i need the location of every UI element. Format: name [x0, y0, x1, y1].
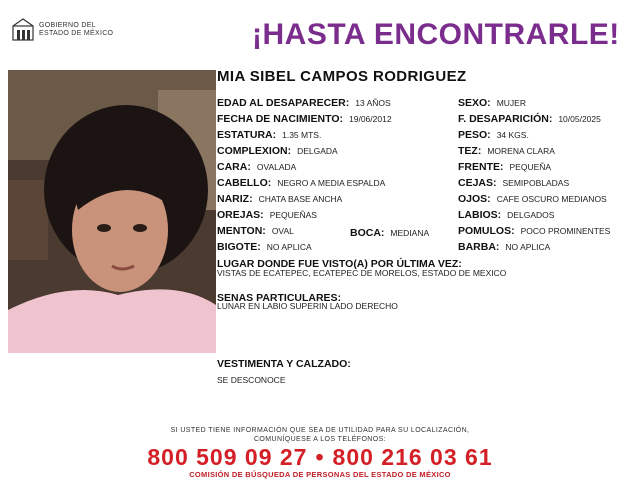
- value-complexion: DELGADA: [297, 146, 338, 156]
- logo-text: [39, 22, 113, 38]
- logo-line-2: ESTADO DE MÉXICO: [39, 30, 114, 37]
- label-cejas: CEJAS:: [458, 177, 497, 189]
- person-name: MIA SIBEL CAMPOS RODRIGUEZ: [217, 68, 467, 85]
- field-orejas: [217, 207, 317, 222]
- field-menton: [217, 223, 294, 238]
- label-edad: EDAD AL DESAPARECER:: [217, 97, 350, 109]
- field-boca: [350, 225, 429, 240]
- phone-number-1[interactable]: 800 509 09 27: [147, 444, 308, 470]
- value-tez: MORENA CLARA: [487, 146, 555, 156]
- vestimenta-label-row: [217, 356, 351, 371]
- field-nariz: [217, 191, 342, 206]
- logo-line-1: GOBIERNO DEL: [39, 22, 96, 29]
- label-senas: SENAS PARTICULARES:: [217, 292, 342, 304]
- value-peso: 34 KGS.: [496, 130, 529, 140]
- label-fecha-desaparicion: F. DESAPARICIÓN:: [458, 113, 553, 125]
- value-lugar: VISTAS DE ECATEPEC, ECATEPEC DE MORELOS, ESTADO DE MEXICO: [217, 268, 507, 278]
- value-cara: OVALADA: [256, 162, 297, 172]
- headline: ¡HASTA ENCONTRARLE!: [252, 18, 620, 51]
- value-estatura: 1.35 MTS.: [282, 130, 322, 140]
- field-barba: [458, 239, 550, 254]
- value-fecha-desaparicion: 10/05/2025: [558, 114, 601, 124]
- field-cejas: [458, 175, 569, 190]
- field-fecha-nacimiento: [217, 111, 392, 126]
- label-labios: LABIOS:: [458, 209, 502, 221]
- value-labios: DELGADOS: [507, 210, 555, 220]
- contact-instructions: [0, 426, 640, 444]
- field-labios: [458, 207, 554, 222]
- label-menton: MENTON:: [217, 225, 266, 237]
- label-estatura: ESTATURA:: [217, 129, 277, 141]
- value-cejas: SEMIPOBLADAS: [502, 178, 570, 188]
- value-frente: PEQUEÑA: [509, 162, 552, 172]
- government-logo: [12, 18, 113, 42]
- state-emblem-icon: [12, 18, 34, 42]
- portrait-illustration: [8, 70, 216, 353]
- field-cara: [217, 159, 296, 174]
- label-frente: FRENTE:: [458, 161, 504, 173]
- value-fecha-nacimiento: 19/06/2012: [349, 114, 392, 124]
- field-edad: [217, 95, 391, 110]
- value-pomulos: POCO PROMINENTES: [520, 226, 611, 236]
- label-ojos: OJOS:: [458, 193, 491, 205]
- label-sexo: SEXO:: [458, 97, 491, 109]
- value-barba: NO APLICA: [505, 242, 551, 252]
- value-nariz: CHATA BASE ANCHA: [258, 194, 343, 204]
- field-fecha-desaparicion: [458, 111, 601, 126]
- field-bigote: [217, 239, 312, 254]
- field-frente: [458, 159, 551, 174]
- label-peso: PESO:: [458, 129, 491, 141]
- field-sexo: [458, 95, 526, 110]
- value-cabello: NEGRO A MEDIA ESPALDA: [277, 178, 386, 188]
- missing-person-photo: [8, 70, 216, 353]
- value-menton: OVAL: [271, 226, 294, 236]
- bullet-separator: •: [315, 444, 325, 470]
- field-cabello: [217, 175, 385, 190]
- label-cabello: CABELLO:: [217, 177, 272, 189]
- label-tez: TEZ:: [458, 145, 482, 157]
- label-lugar: LUGAR DONDE FUE VISTO(A) POR ÚLTIMA VEZ:: [217, 258, 462, 270]
- value-sexo: MUJER: [496, 98, 526, 108]
- value-ojos: CAFE OSCURO MEDIANOS: [496, 194, 607, 204]
- field-pomulos: [458, 223, 610, 238]
- commission-name: COMISIÓN DE BÚSQUEDA DE PERSONAS DEL ESTADO DE MÉXICO: [189, 470, 451, 479]
- value-boca: MEDIANA: [390, 228, 430, 238]
- label-barba: BARBA:: [458, 241, 500, 253]
- field-complexion: [217, 143, 338, 158]
- field-tez: [458, 143, 555, 158]
- contact-line-1: SI USTED TIENE INFORMACIÓN QUE SEA DE UTILIDAD PARA SU LOCALIZACIÓN,: [170, 427, 470, 434]
- field-estatura: [217, 127, 321, 142]
- value-senas: LUNAR EN LABIO SUPERIN LADO DERECHO: [217, 301, 398, 311]
- label-orejas: OREJAS:: [217, 209, 264, 221]
- label-boca: BOCA:: [350, 227, 385, 239]
- label-complexion: COMPLEXION:: [217, 145, 292, 157]
- label-vestimenta: VESTIMENTA Y CALZADO:: [217, 358, 351, 370]
- label-cara: CARA:: [217, 161, 251, 173]
- value-bigote: NO APLICA: [266, 242, 312, 252]
- label-pomulos: POMULOS:: [458, 225, 515, 237]
- phone-numbers: [0, 444, 640, 471]
- field-peso: [458, 127, 529, 142]
- field-ojos: [458, 191, 607, 206]
- value-vestimenta: SE DESCONOCE: [217, 375, 286, 385]
- label-bigote: BIGOTE:: [217, 241, 261, 253]
- value-edad: 13 AÑOS: [355, 98, 391, 108]
- phone-number-2[interactable]: 800 216 03 61: [332, 444, 493, 470]
- value-orejas: PEQUEÑAS: [269, 210, 317, 220]
- label-nariz: NARIZ:: [217, 193, 253, 205]
- contact-line-2: COMUNÍQUESE A LOS TELÉFONOS:: [253, 436, 387, 443]
- label-fecha-nacimiento: FECHA DE NACIMIENTO:: [217, 113, 343, 125]
